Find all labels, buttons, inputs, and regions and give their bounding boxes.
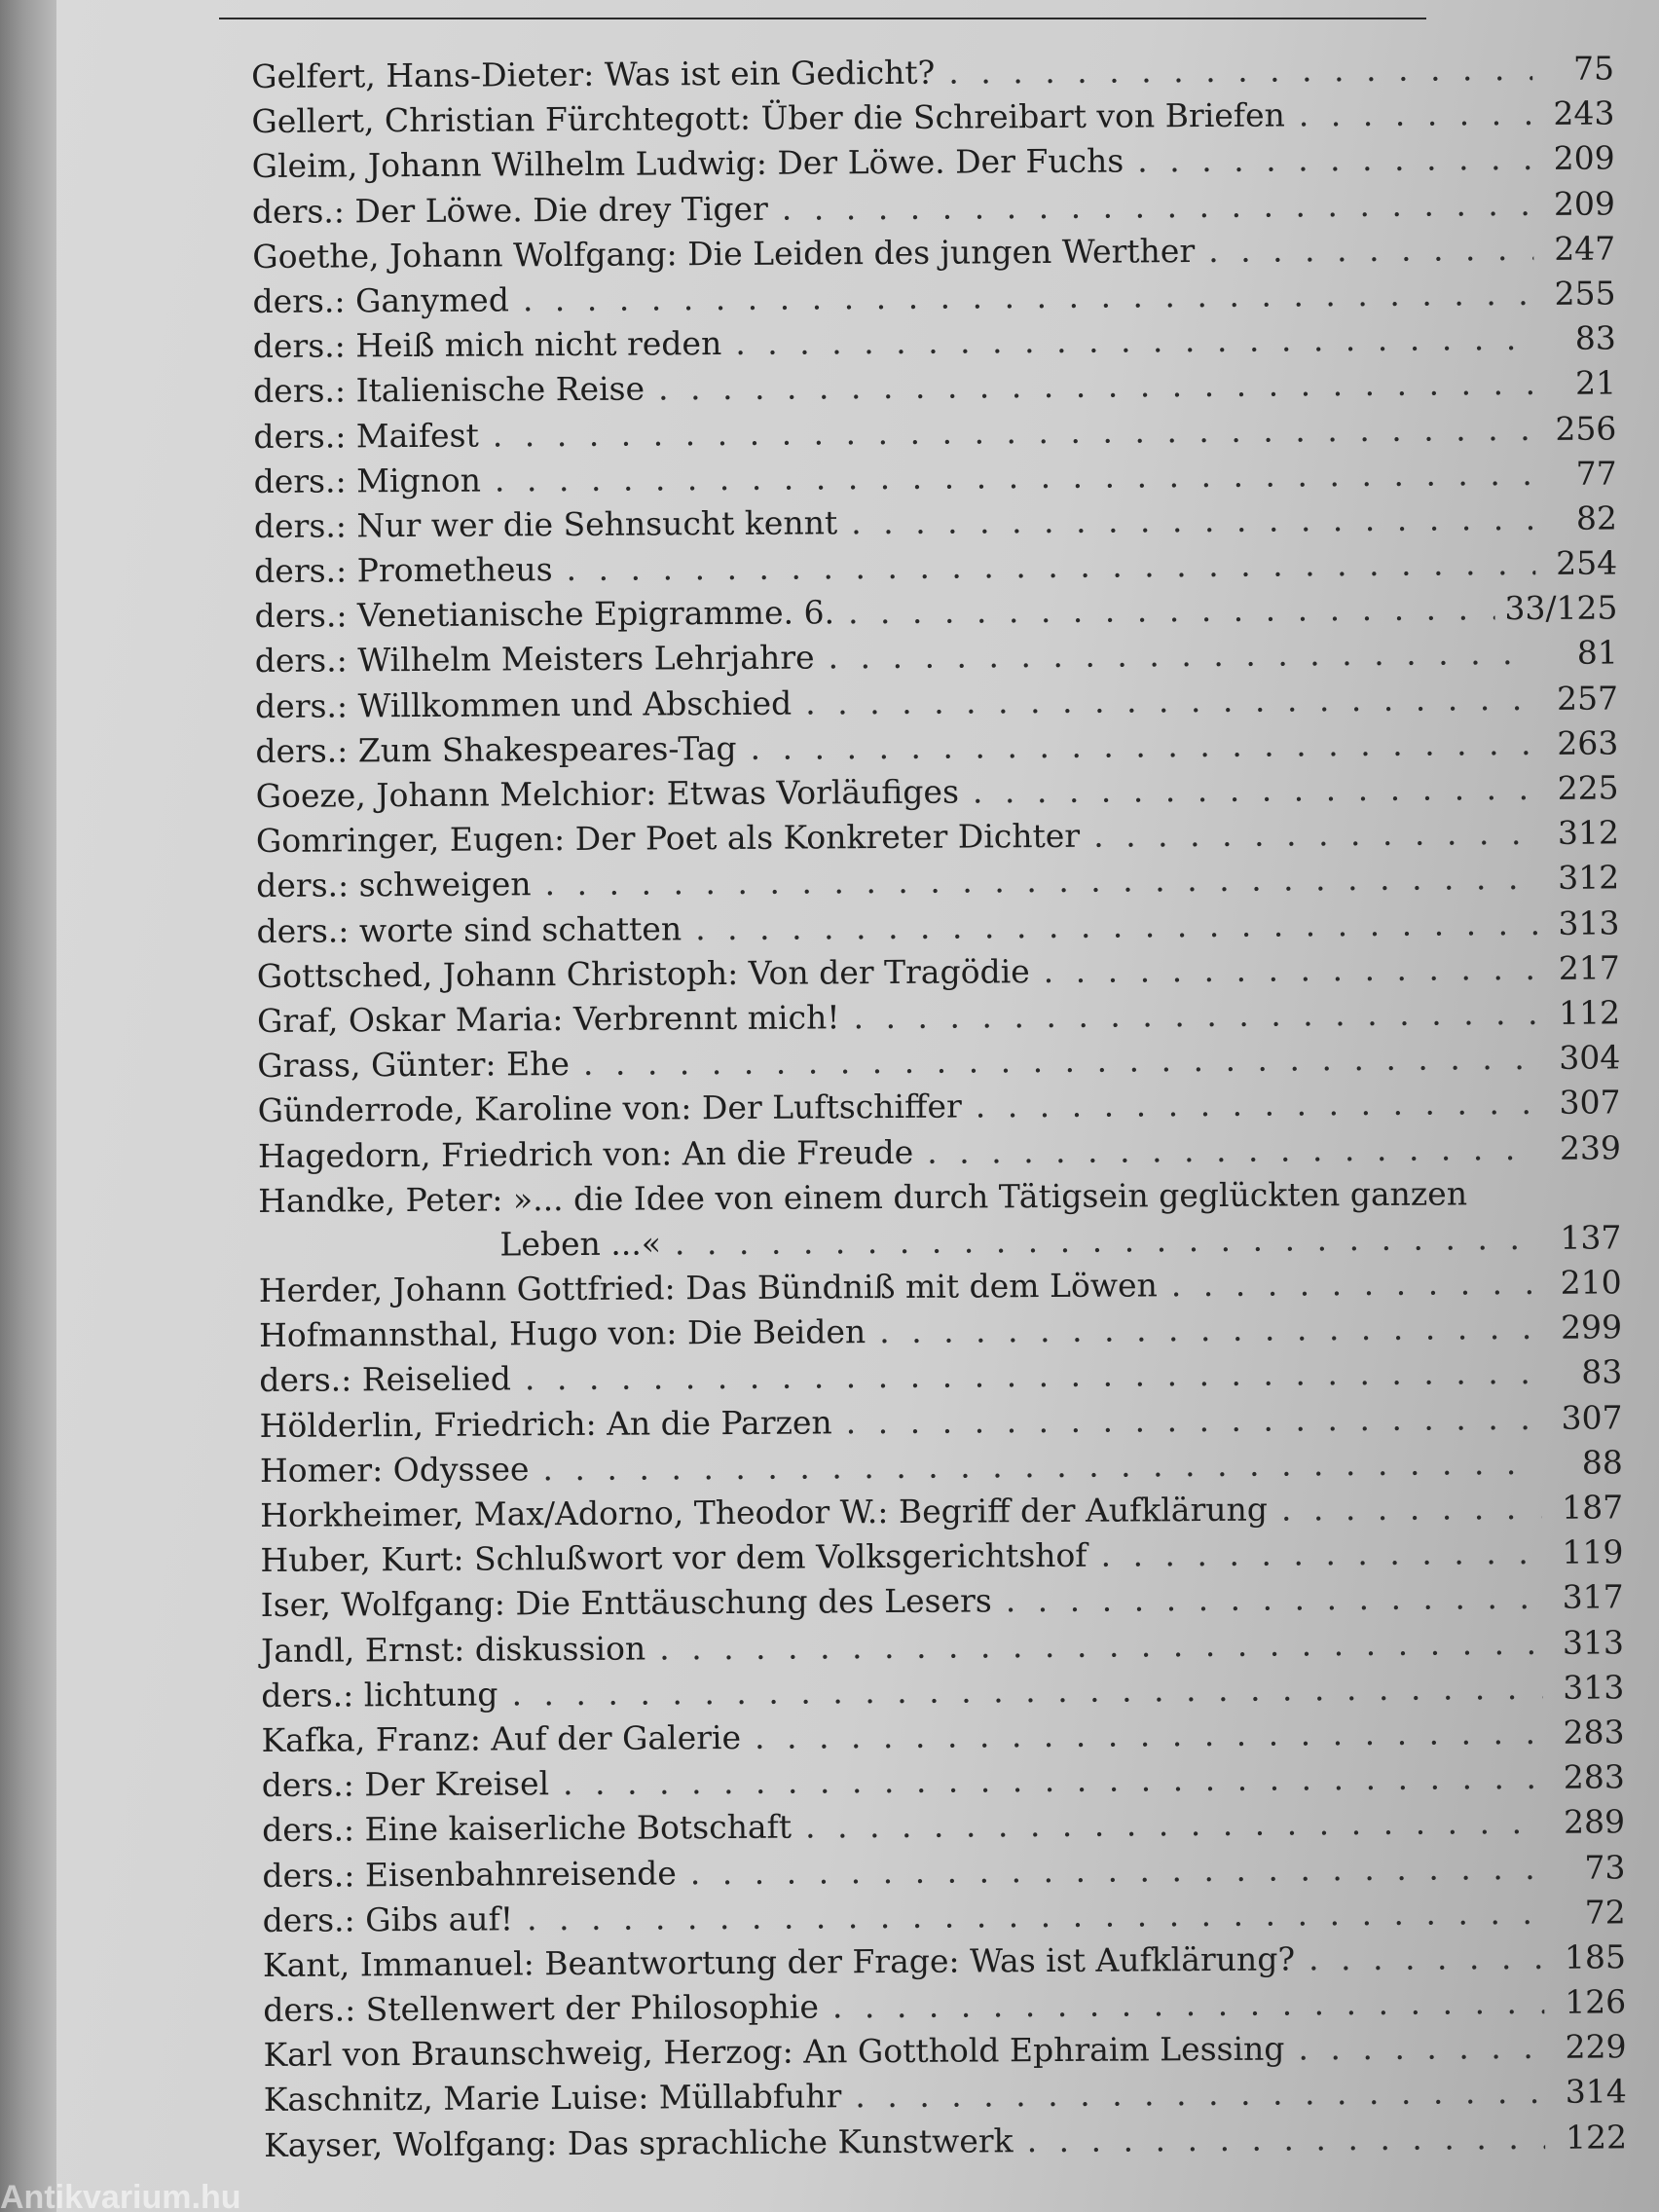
entry-title: ders.: Venetianische Epigramme. 6. (254, 593, 835, 636)
leader-dots (659, 1620, 1542, 1671)
leader-dots (755, 1711, 1543, 1760)
entry-title: Herder, Johann Gottfried: Das Bündniß mit dem Löwen (258, 1266, 1158, 1310)
entry-title: ders.: Willkommen und Abschied (254, 683, 793, 725)
entry-title: ders.: schweigen (256, 865, 532, 905)
index-entry (264, 2115, 1627, 2168)
entry-page-number: 317 (1562, 1577, 1624, 1617)
entry-title: Gottsched, Johann Christoph: Von der Tragödie (256, 951, 1030, 995)
entry-title: ders.: Prometheus (254, 550, 553, 591)
entry-page-number: 289 (1563, 1802, 1626, 1842)
entry-page-number: 257 (1556, 679, 1619, 718)
leader-dots (1137, 136, 1533, 183)
entry-title: Gleim, Johann Wilhelm Ludwig: Der Löwe. Der Fuchs (251, 141, 1124, 186)
entry-title: ders.: Eine kaiserliche Botschaft (262, 1807, 793, 1850)
entry-title: Hagedorn, Friedrich von: An die Freude (257, 1132, 914, 1175)
header-rule (219, 18, 1426, 19)
leader-dots (493, 406, 1535, 458)
leader-dots (1026, 2116, 1545, 2163)
leader-dots (782, 182, 1533, 232)
entry-title: Graf, Oskar Maria: Verbrennt mich! (256, 998, 840, 1040)
entry-title: Kaschnitz, Marie Luise: Müllabfuhr (263, 2077, 842, 2120)
leader-dots (1309, 1936, 1544, 1981)
entry-title: ders.: Ganymed (252, 280, 510, 320)
entry-page-number: 77 (1575, 454, 1617, 493)
entry-title: Karl von Braunschweig, Herzog: An Gotthold Ephraim Lessing (263, 2029, 1285, 2075)
leader-dots (832, 1980, 1545, 2029)
entry-page-number: 256 (1555, 408, 1617, 448)
entry-title: ders.: Stellenwert der Philosophie (263, 1987, 820, 2030)
entry-page-number: 21 (1574, 363, 1617, 403)
entry-title: Goethe, Johann Wolfgang: Die Leiden des jungen Werther (252, 231, 1196, 276)
entry-title: Kant, Immanuel: Beantwortung der Frage: Was ist Aufklärung? (262, 1939, 1296, 1984)
entry-page-number: 81 (1576, 633, 1618, 673)
leader-dots (1281, 1486, 1541, 1532)
book-gutter-shadow (0, 0, 58, 2212)
watermark: Antikvarium.hu (0, 2179, 241, 2212)
leader-dots (750, 721, 1536, 771)
leader-dots (1006, 1575, 1542, 1623)
entry-title: ders.: Gibs auf! (262, 1899, 514, 1939)
entry-page-number: 187 (1562, 1488, 1624, 1527)
leader-dots (879, 1306, 1540, 1354)
entry-title: ders.: Eisenbahnreisende (262, 1853, 677, 1895)
leader-dots (846, 1396, 1541, 1445)
entry-title: ders.: Der Löwe. Die drey Tiger (251, 189, 768, 231)
leader-dots (851, 497, 1535, 545)
entry-page-number: 299 (1560, 1308, 1623, 1347)
entry-page-number: 210 (1560, 1263, 1622, 1302)
entry-title: Gelfert, Hans-Dieter: Was ist ein Gedicht? (251, 53, 936, 95)
entry-page-number: 312 (1557, 813, 1620, 853)
entry-title: Gellert, Christian Fürchtegott: Über die Schreibart von Briefen (251, 95, 1285, 141)
entry-title: ders.: Maifest (253, 416, 479, 456)
entry-title: ders.: Zum Shakespeares-Tag (255, 728, 737, 770)
entry-title: Kafka, Franz: Auf der Galerie (261, 1717, 742, 1759)
entry-title: ders.: worte sind schatten (256, 908, 682, 950)
leader-dots (675, 1216, 1540, 1266)
entry-page-number: 313 (1562, 1622, 1625, 1662)
leader-dots (1299, 92, 1533, 137)
entry-page-number: 73 (1584, 1847, 1626, 1887)
entry-page-number: 283 (1563, 1713, 1625, 1751)
entry-title: Gomringer, Eugen: Der Poet als Konkreter Dichter (255, 817, 1081, 861)
leader-dots (927, 1125, 1539, 1174)
entry-page-number: 112 (1558, 993, 1621, 1032)
entry-title: ders.: Nur wer die Sehnsucht kennt (253, 503, 838, 545)
leader-dots (828, 631, 1536, 680)
leader-dots (848, 586, 1495, 635)
leader-dots (495, 452, 1535, 503)
entry-page-number: 229 (1565, 2027, 1627, 2067)
leader-dots (1208, 227, 1533, 274)
entry-page-number: 137 (1560, 1218, 1622, 1257)
entry-page-number: 119 (1562, 1532, 1624, 1571)
entry-page-number: 247 (1554, 229, 1616, 268)
leader-dots (1298, 2025, 1544, 2072)
leader-dots (563, 1755, 1543, 1806)
leader-dots (1044, 946, 1538, 994)
leader-dots (695, 902, 1538, 951)
leader-dots (976, 1081, 1539, 1129)
entry-page-number: 209 (1553, 138, 1615, 178)
entry-page-number: 313 (1563, 1668, 1625, 1707)
entry-page-number: 33/125 (1504, 588, 1618, 628)
leader-dots (855, 2070, 1545, 2119)
entry-page-number: 314 (1565, 2072, 1627, 2112)
leader-dots (542, 1441, 1541, 1492)
leader-dots (690, 1845, 1544, 1895)
entry-page-number: 122 (1565, 2118, 1628, 2157)
leader-dots (527, 1891, 1544, 1941)
leader-dots (658, 361, 1534, 411)
entry-page-number: 88 (1581, 1443, 1623, 1482)
leader-dots (583, 1036, 1539, 1087)
index-list (251, 46, 1627, 2167)
entry-page-number: 209 (1553, 184, 1616, 223)
entry-title: Iser, Wolfgang: Die Enttäuschung des Lesers (260, 1581, 992, 1625)
entry-page-number: 254 (1556, 543, 1618, 582)
entry-page-number: 312 (1558, 858, 1620, 898)
leader-dots (525, 1350, 1541, 1401)
entry-title: ders.: lichtung (261, 1675, 498, 1714)
entry-page-number: 304 (1559, 1038, 1621, 1077)
leader-dots (511, 1666, 1542, 1716)
entry-page-number: 313 (1558, 903, 1620, 942)
entry-page-number: 82 (1575, 498, 1618, 537)
entry-title: ders.: Wilhelm Meisters Lehrjahre (254, 638, 815, 681)
leader-dots (523, 272, 1534, 322)
entry-title: Jandl, Ernst: diskussion (260, 1629, 646, 1670)
leader-dots (735, 316, 1534, 366)
entry-page-number: 185 (1564, 1937, 1627, 1976)
leader-dots (544, 856, 1537, 906)
entry-title: ders.: Mignon (253, 461, 482, 500)
entry-title: Hölderlin, Friedrich: An die Parzen (259, 1403, 832, 1445)
entry-title: Kayser, Wolfgang: Das sprachliche Kunstwerk (263, 2120, 1014, 2164)
entry-title: Horkheimer, Max/Adorno, Theodor W.: Begriff der Aufklärung (260, 1490, 1269, 1534)
leader-dots (805, 677, 1536, 726)
leader-dots (1171, 1261, 1540, 1308)
leader-dots (948, 47, 1532, 95)
entry-title: Hofmannsthal, Hugo von: Die Beiden (258, 1312, 866, 1355)
entry-title: Günderrode, Karoline von: Der Luftschiffer (257, 1087, 962, 1130)
leader-dots (805, 1800, 1543, 1850)
entry-page-number: 126 (1565, 1982, 1627, 2021)
entry-page-number: 83 (1574, 318, 1616, 357)
entry-title: Goeze, Johann Melchior: Etwas Vorläufiges (255, 772, 960, 815)
entry-page-number: 255 (1554, 274, 1616, 313)
entry-title: ders.: Der Kreisel (261, 1764, 550, 1805)
entry-page-number: 243 (1553, 93, 1615, 133)
entry-page-number: 72 (1584, 1893, 1626, 1932)
entry-page-number: 307 (1561, 1398, 1623, 1437)
entry-title: ders.: Heiß mich nicht reden (252, 324, 722, 366)
entry-title: Homer: Odyssee (259, 1450, 530, 1490)
leader-dots (973, 766, 1537, 815)
entry-title: Handke, Peter: »... die Idee von einem durch Tätigsein geglückten ganzen (258, 1174, 1468, 1220)
entry-title-continuation: Leben ...« (499, 1224, 662, 1264)
entry-title: ders.: Italienische Reise (252, 369, 645, 411)
entry-title: Huber, Kurt: Schlußwort vor dem Volksgerichtshof (260, 1535, 1088, 1580)
entry-page-number: 83 (1581, 1352, 1623, 1392)
entry-title: ders.: Reiselied (259, 1359, 512, 1400)
entry-page-number: 225 (1557, 768, 1619, 807)
leader-dots (566, 541, 1535, 592)
entry-page-number: 217 (1558, 948, 1620, 987)
leader-dots (1100, 1530, 1541, 1578)
leader-dots (1093, 811, 1537, 859)
entry-page-number: 75 (1572, 49, 1615, 88)
entry-page-number: 263 (1557, 723, 1619, 762)
leader-dots (853, 991, 1538, 1040)
entry-title: Grass, Günter: Ehe (257, 1045, 571, 1086)
entry-page-number: 307 (1559, 1083, 1621, 1123)
entry-page-number: 283 (1563, 1757, 1625, 1796)
entry-page-number: 239 (1559, 1127, 1622, 1167)
